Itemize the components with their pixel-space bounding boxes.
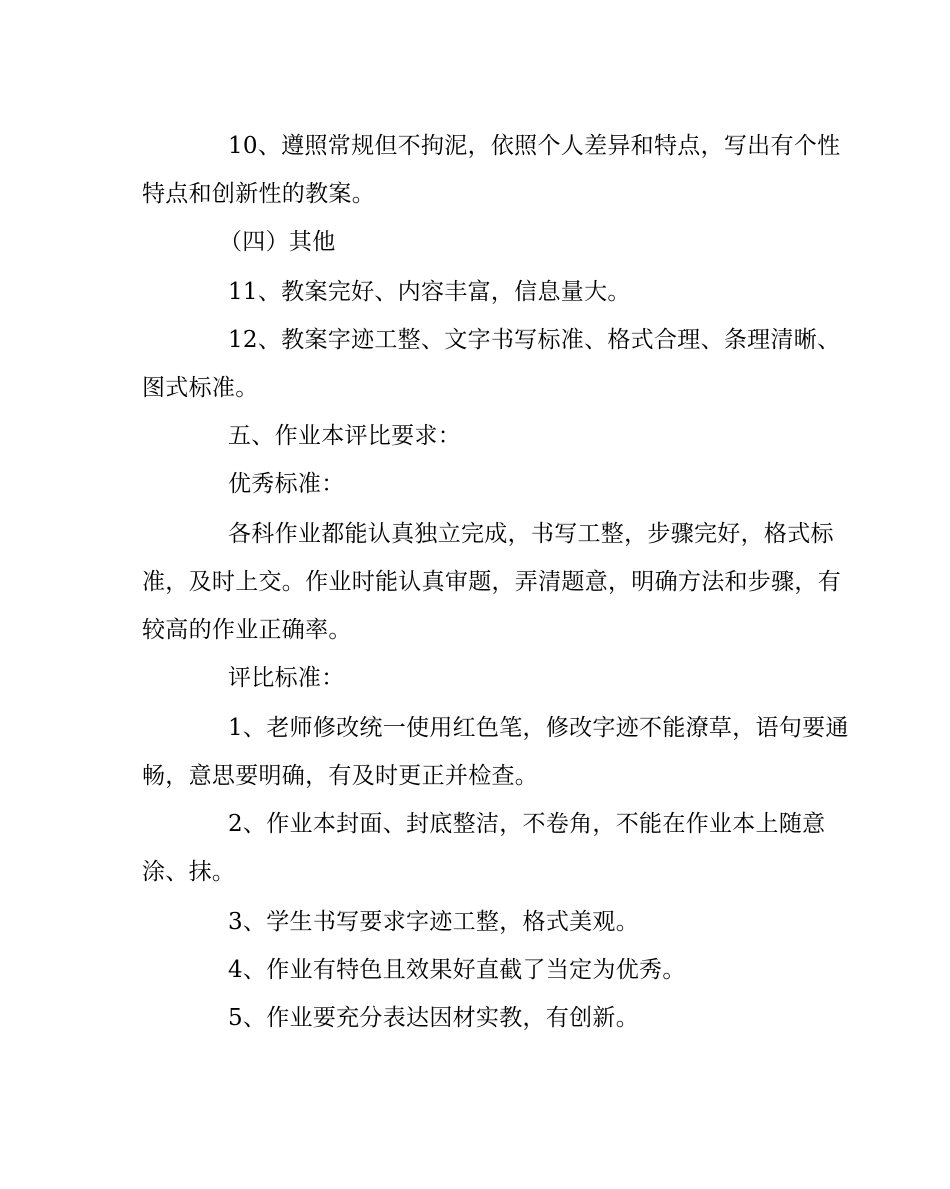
excellent-standard-line-2: 准，及时上交。作业时能认真审题，弄清题意，明确方法和步骤，有 [142,569,841,595]
paragraph-10-line-2: 特点和创新性的教案。 [142,181,375,207]
item-1-line-2: 畅，意思要明确，有及时更正并检查。 [142,763,539,789]
section-heading-homework: 五、作业本评比要求： [228,423,461,449]
paragraph-12-line-2: 图式标准。 [142,375,259,401]
item-4: 4、作业有特色且效果好直截了当定为优秀。 [228,957,686,983]
item-2-line-2: 涂、抹。 [142,859,236,885]
paragraph-10-line-1: 10、遵照常规但不拘泥，依照个人差异和特点，写出有个性 [228,133,841,159]
paragraph-11: 11、教案完好、内容丰富，信息量大。 [228,279,631,305]
paragraph-12-line-1: 12、教案字迹工整、文字书写标准、格式合理、条理清晰、 [228,327,841,353]
item-5: 5、作业要充分表达因材实教，有创新。 [228,1005,640,1031]
item-2-line-1: 2、作业本封面、封底整洁，不卷角，不能在作业本上随意 [228,811,826,837]
section-heading-other: （四）其他 [219,229,336,255]
item-1-line-1: 1、老师修改统一使用红色笔，修改字迹不能潦草，语句要通 [228,715,849,741]
item-3: 3、学生书写要求字迹工整，格式美观。 [228,909,640,935]
subheading-excellent-standard: 优秀标准： [228,471,345,497]
excellent-standard-line-3: 较高的作业正确率。 [142,617,352,643]
excellent-standard-line-1: 各科作业都能认真独立完成，书写工整，步骤完好，格式标 [228,521,834,547]
subheading-evaluation-standard: 评比标准： [228,665,345,691]
